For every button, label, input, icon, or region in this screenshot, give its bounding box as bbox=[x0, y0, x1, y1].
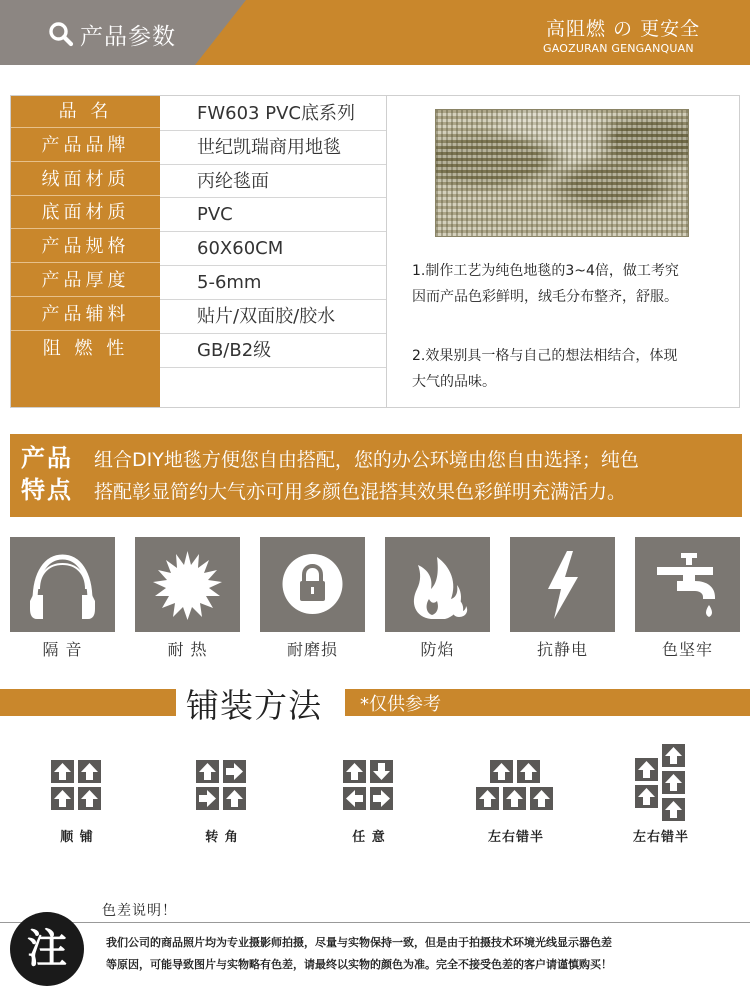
feature-tile-antistatic bbox=[510, 537, 615, 632]
row-divider bbox=[160, 333, 386, 334]
feature-tile-flame bbox=[385, 537, 490, 632]
param-value-brand: 世纪凯瑞商用地毯 bbox=[197, 137, 341, 158]
pattern-label-brick-horizontal: 左右错半 bbox=[487, 830, 544, 845]
param-label-size: 产品规格 bbox=[11, 231, 160, 263]
pattern-label-monolithic: 顺 铺 bbox=[60, 830, 94, 845]
feature-line-1: 组合DIY地毯方便您自由搭配，您的办公环境由您自由选择；纯色 bbox=[94, 449, 639, 471]
param-label-pile: 绒面材质 bbox=[11, 164, 160, 196]
row-divider bbox=[160, 265, 386, 266]
row-divider bbox=[160, 231, 386, 232]
install-note: *仅供参考 bbox=[360, 694, 441, 715]
feature-line-2: 搭配彰显简约大气亦可用多颜色混搭其效果色彩鲜明充满活力。 bbox=[94, 481, 627, 503]
search-icon bbox=[48, 21, 74, 47]
feature-label-flame: 防焰 bbox=[420, 640, 455, 659]
param-label-flame: 阻 燃 性 bbox=[42, 338, 129, 359]
faucet-icon bbox=[635, 537, 740, 632]
desc-line-1a: 1.制作工艺为纯色地毯的3~4倍，做工考究 bbox=[412, 263, 679, 279]
param-value-accessories: 贴片/双面胶/胶水 bbox=[197, 306, 336, 327]
section-title: 产品参数 bbox=[80, 24, 176, 50]
note-body bbox=[106, 932, 746, 976]
pattern-label-random: 任 意 bbox=[352, 830, 386, 845]
param-label-thickness: 产品厚度 bbox=[11, 265, 160, 297]
sun-burst-icon bbox=[135, 537, 240, 632]
note-line-2: 等原因，可能导致图片与实物略有色差，请最终以实物的颜色为准。完全不接受色差的客户请谨慎购买！ bbox=[106, 958, 612, 971]
param-value-name: FW603 PVC底系列 bbox=[197, 103, 355, 124]
arrows-brick-vertical-icon bbox=[635, 744, 687, 824]
feature-label-antistatic: 抗静电 bbox=[536, 640, 588, 659]
param-value-flame: GB/B2级 bbox=[197, 340, 272, 361]
column-divider bbox=[386, 96, 387, 407]
arrows-random-icon bbox=[343, 760, 395, 812]
feature-label-colorfast: 色坚牢 bbox=[661, 640, 713, 659]
product-params-table bbox=[10, 95, 740, 408]
note-line-1: 我们公司的商品照片均为专业摄影师拍摄，尽量与实物保持一致，但是由于拍摄技术环境光线显示器色差 bbox=[106, 936, 612, 949]
install-title: 铺装方法 bbox=[186, 686, 322, 725]
arrows-quarter-turn-icon bbox=[196, 760, 248, 812]
slogan-cn: 高阻燃 の 更安全 bbox=[546, 18, 701, 40]
feature-description bbox=[94, 444, 639, 508]
row-divider bbox=[160, 164, 386, 165]
feature-tag bbox=[14, 442, 80, 506]
feature-tile-soundproof bbox=[10, 537, 115, 632]
row-divider bbox=[160, 299, 386, 300]
feature-tile-colorfast bbox=[635, 537, 740, 632]
param-label-backing: 底面材质 bbox=[11, 197, 160, 229]
flame-icon bbox=[385, 537, 490, 632]
feature-band bbox=[10, 434, 742, 517]
note-badge-text: 注 bbox=[27, 926, 67, 972]
row-divider bbox=[160, 197, 386, 198]
feature-tile-wear bbox=[260, 537, 365, 632]
lock-icon bbox=[260, 537, 365, 632]
desc-line-1b: 因而产品色彩鲜明，绒毛分布整齐，舒服。 bbox=[412, 289, 678, 305]
feature-tag-line1: 产品 bbox=[21, 444, 73, 472]
lightning-icon bbox=[510, 537, 615, 632]
feature-label-heat: 耐 热 bbox=[167, 640, 208, 659]
row-divider bbox=[160, 367, 386, 368]
feature-tile-heat bbox=[135, 537, 240, 632]
arrows-monolithic-icon bbox=[51, 760, 103, 812]
param-value-size: 60X60CM bbox=[197, 238, 284, 259]
feature-label-wear: 耐磨损 bbox=[286, 640, 338, 659]
note-divider bbox=[0, 922, 750, 923]
slogan-en: GAOZURAN GENGANQUAN bbox=[543, 42, 694, 55]
desc-line-2b: 大气的品味。 bbox=[412, 374, 496, 390]
param-label-brand: 产品品牌 bbox=[11, 130, 160, 162]
pattern-label-quarter-turn: 转 角 bbox=[205, 830, 239, 845]
param-value-backing: PVC bbox=[197, 204, 233, 225]
carpet-sample-image bbox=[435, 109, 689, 237]
pattern-label-brick-vertical: 左右错半 bbox=[632, 830, 689, 845]
feature-label-soundproof: 隔 音 bbox=[42, 640, 83, 659]
param-value-pile: 丙纶毯面 bbox=[197, 171, 269, 192]
headphones-icon bbox=[10, 537, 115, 632]
param-label-name: 品 名 bbox=[11, 96, 160, 128]
param-value-thickness: 5-6mm bbox=[197, 272, 262, 293]
note-title: 色差说明！ bbox=[102, 903, 177, 919]
row-divider bbox=[160, 130, 386, 131]
param-label-accessories: 产品辅料 bbox=[11, 299, 160, 331]
feature-tag-line2: 特点 bbox=[21, 476, 73, 504]
arrows-brick-horizontal-icon bbox=[476, 760, 556, 812]
desc-line-2a: 2.效果别具一格与自己的想法相结合，体现 bbox=[412, 348, 678, 364]
